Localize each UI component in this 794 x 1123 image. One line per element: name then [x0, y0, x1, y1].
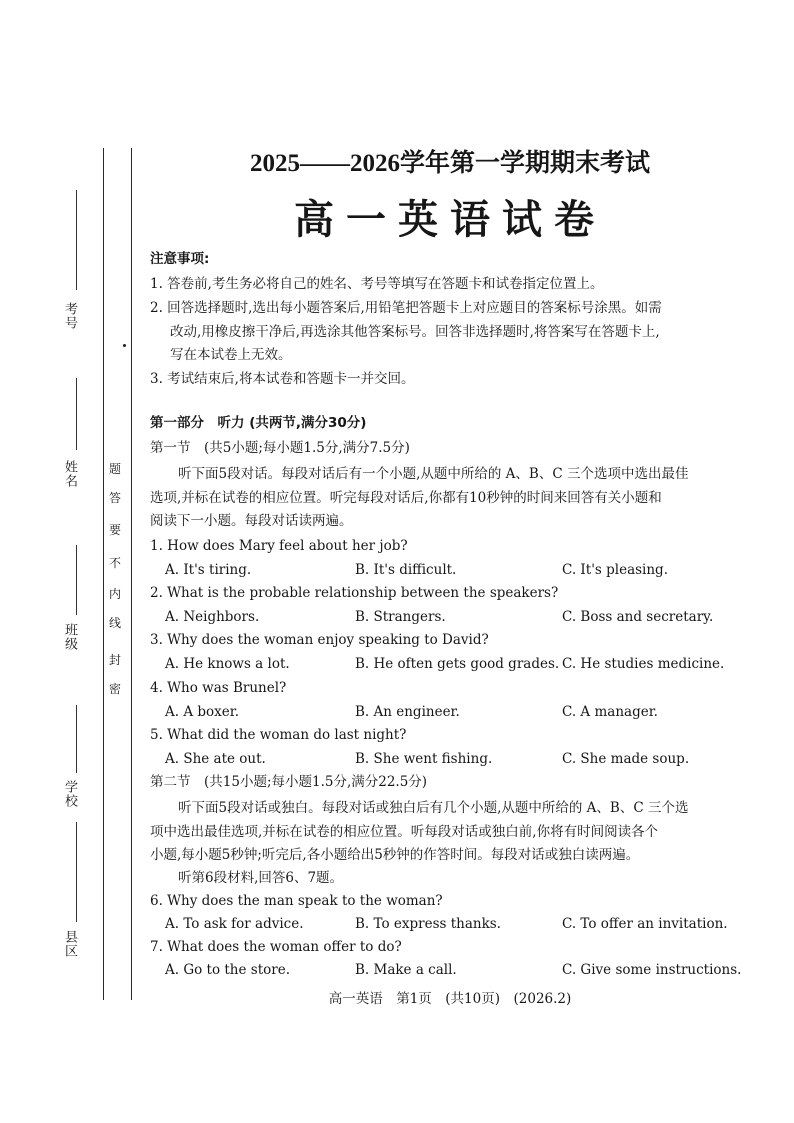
section2-instructions: 听下面5段对话或独白。每段对话或独白后有几个小题,从题中所给的 A、B、C 三个选: [178, 800, 689, 816]
question-1: 1. How does Mary feel about her job?: [150, 538, 408, 554]
question-6: 6. Why does the man speak to the woman?: [150, 893, 443, 909]
name-label: 姓名: [62, 460, 77, 488]
exam-title: 2025——2026学年第一学期期末考试: [249, 150, 650, 177]
seal-char: 密: [108, 682, 121, 696]
section2-instructions: 小题,每小题5秒钟;听完后,各小题给出5秒钟的作答时间。每段对话或独白读两遍。: [150, 847, 640, 863]
option-a: A. He knows a lot.: [165, 656, 290, 672]
option-c: C. Boss and secretary.: [562, 609, 714, 625]
exam-number-label: 考号: [62, 302, 77, 330]
class-blank: [76, 545, 77, 615]
question-4: 4. Who was Brunel?: [150, 680, 287, 696]
question-7: 7. What does the woman offer to do?: [150, 939, 402, 955]
section1-instructions: 听下面5段对话。每段对话后有一个小题,从题中所给的 A、B、C 三个选项中选出最佳: [178, 466, 689, 482]
question-3: 3. Why does the woman enjoy speaking to David?: [150, 632, 489, 648]
option-a: A. It's tiring.: [165, 562, 252, 578]
section2-instructions: 项中选出最佳选项,并标在试卷的相应位置。听每段对话或独白前,你将有时间阅读各个: [150, 824, 659, 840]
question-5: 5. What did the woman do last night?: [150, 727, 407, 743]
option-c: C. Give some instructions.: [562, 962, 742, 978]
material-note: 听第6段材料,回答6、7题。: [178, 870, 344, 886]
note-item: 3. 考试结束后,将本试卷和答题卡一并交回。: [150, 371, 415, 387]
county-blank: [76, 822, 77, 922]
seal-char: 题: [108, 462, 121, 476]
school-label: 学校: [62, 780, 77, 808]
option-b: B. He often gets good grades.: [355, 656, 560, 672]
seal-char: 不: [108, 556, 121, 570]
part1-heading: 第一部分 听力 (共两节,满分30分): [150, 415, 367, 431]
seal-char: 答: [108, 491, 121, 505]
option-b: B. Strangers.: [355, 609, 446, 625]
county-label: 县区: [62, 930, 77, 958]
seal-char: 内: [108, 587, 121, 601]
paper-title: 高一英语试卷: [294, 197, 606, 243]
option-b: B. She went fishing.: [355, 751, 493, 767]
option-b: B. To express thanks.: [355, 916, 501, 932]
margin-border-line: [103, 148, 104, 1000]
option-c: C. To offer an invitation.: [562, 916, 728, 932]
option-a: A. To ask for advice.: [165, 916, 304, 932]
exam-number-blank: [76, 190, 77, 290]
class-label: 班级: [62, 623, 77, 651]
seal-char: 封: [108, 653, 121, 667]
notes-heading: 注意事项:: [150, 251, 210, 267]
section2-heading: 第二节 (共15小题;每小题1.5分,满分22.5分): [150, 774, 428, 790]
option-c: C. A manager.: [562, 704, 658, 720]
option-a: A. A boxer.: [165, 704, 240, 720]
name-blank: [76, 378, 77, 450]
option-b: B. It's difficult.: [355, 562, 457, 578]
margin-dot: [123, 344, 126, 347]
section1-heading: 第一节 (共5小题;每小题1.5分,满分7.5分): [150, 440, 410, 456]
option-b: B. An engineer.: [355, 704, 460, 720]
question-2: 2. What is the probable relationship between the speakers?: [150, 585, 559, 601]
school-blank: [76, 705, 77, 773]
note-item: 改动,用橡皮擦干净后,再选涂其他答案标号。回答非选择题时,将答案写在答题卡上,: [170, 324, 660, 340]
section1-instructions: 阅读下一小题。每段对话读两遍。: [150, 513, 353, 529]
option-c: C. He studies medicine.: [562, 656, 725, 672]
section1-instructions: 选项,并标在试卷的相应位置。听完每段对话后,你都有10秒钟的时间来回答有关小题和: [150, 490, 662, 506]
page-footer: 高一英语 第1页 (共10页) (2026.2): [328, 991, 572, 1007]
note-item: 2. 回答选择题时,选出每小题答案后,用铅笔把答题卡上对应题目的答案标号涂黑。如需: [150, 300, 662, 316]
option-c: C. She made soup.: [562, 751, 690, 767]
seal-char: 要: [108, 523, 121, 537]
seal-char: 线: [108, 616, 121, 630]
note-item: 写在本试卷上无效。: [170, 347, 292, 363]
option-a: A. Go to the store.: [165, 962, 290, 978]
option-a: A. She ate out.: [165, 751, 266, 767]
option-a: A. Neighbors.: [165, 609, 260, 625]
note-item: 1. 答卷前,考生务必将自己的姓名、考号等填写在答题卡和试卷指定位置上。: [150, 276, 604, 292]
option-b: B. Make a call.: [355, 962, 457, 978]
option-c: C. It's pleasing.: [562, 562, 668, 578]
margin-seal-line: [131, 148, 132, 1000]
